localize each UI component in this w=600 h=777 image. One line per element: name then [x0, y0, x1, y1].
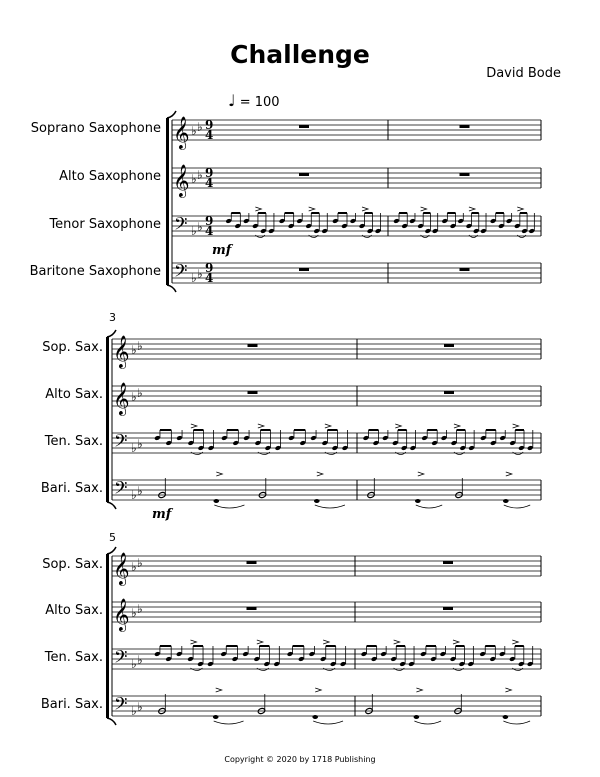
- dynamic-marking: mf: [152, 507, 172, 522]
- note-head: [314, 499, 320, 503]
- flat-icon: ♭: [191, 172, 197, 186]
- note-head: [213, 715, 219, 719]
- flat-icon: ♭: [197, 220, 203, 234]
- flat-icon: ♭: [137, 700, 143, 714]
- time-signature-top: 9: [205, 118, 214, 132]
- part-name-alto: Alto Saxophone: [59, 169, 161, 184]
- whole-rest: [460, 268, 470, 271]
- part-name-baritone: Bari. Sax.: [40, 481, 103, 496]
- flat-icon: ♭: [197, 267, 203, 281]
- flat-icon: ♭: [131, 704, 137, 718]
- bass-clef-icon: 𝄢: [114, 478, 128, 502]
- accent-mark: [506, 472, 512, 476]
- part-name-tenor: Tenor Saxophone: [49, 217, 161, 232]
- composer-name: David Bode: [486, 66, 561, 81]
- whole-rest: [299, 268, 309, 271]
- flat-icon: ♭: [137, 556, 143, 570]
- note-head: [414, 715, 420, 719]
- treble-clef-icon: 𝄞: [113, 598, 130, 631]
- accent-mark: [517, 207, 523, 211]
- bracket-bottom: [107, 502, 116, 509]
- accent-mark: [257, 640, 263, 644]
- bass-clef-icon: 𝄢: [174, 261, 188, 285]
- accent-mark: [190, 640, 196, 644]
- part-name-alto: Alto Sax.: [45, 603, 103, 618]
- time-signature-bottom: 4: [205, 224, 214, 238]
- part-name-soprano: Sop. Sax.: [42, 557, 103, 572]
- system-2: [106, 330, 541, 509]
- accent-mark: [216, 688, 222, 692]
- system-bracket: [106, 337, 109, 502]
- flat-icon: ♭: [137, 386, 143, 400]
- accent-mark: [323, 640, 329, 644]
- flat-icon: ♭: [137, 484, 143, 498]
- part-name-baritone: Baritone Saxophone: [29, 264, 161, 279]
- whole-rest: [460, 125, 470, 128]
- whole-rest: [444, 391, 454, 394]
- treble-clef-icon: 𝄞: [113, 382, 130, 415]
- tie: [313, 721, 343, 724]
- part-name-soprano: Soprano Saxophone: [30, 121, 161, 136]
- flat-icon: ♭: [137, 339, 143, 353]
- tie: [504, 505, 530, 508]
- accent-mark: [421, 207, 427, 211]
- flat-icon: ♭: [191, 124, 197, 138]
- flat-icon: ♭: [191, 224, 197, 238]
- whole-rest: [247, 561, 257, 564]
- tie: [315, 505, 345, 508]
- accent-mark: [395, 424, 401, 428]
- accent-mark: [216, 472, 222, 476]
- accent-mark: [418, 472, 424, 476]
- tie: [503, 721, 530, 724]
- tempo-text: = 100: [239, 95, 280, 110]
- flat-icon: ♭: [131, 606, 137, 620]
- score-title: Challenge: [230, 40, 370, 69]
- tie: [214, 721, 244, 724]
- accent-mark: [315, 688, 321, 692]
- system-1: [166, 111, 541, 292]
- whole-rest: [248, 344, 258, 347]
- flat-icon: ♭: [131, 343, 137, 357]
- accent-mark: [309, 207, 315, 211]
- note-head: [214, 499, 220, 503]
- whole-rest: [443, 607, 453, 610]
- part-name-soprano: Sop. Sax.: [42, 340, 103, 355]
- treble-clef-icon: 𝄞: [173, 164, 190, 197]
- accent-mark: [258, 424, 264, 428]
- flat-icon: ♭: [131, 560, 137, 574]
- flat-icon: ♭: [137, 437, 143, 451]
- whole-rest: [299, 173, 309, 176]
- time-signature-top: 9: [205, 166, 214, 180]
- note-head: [312, 715, 318, 719]
- part-name-alto: Alto Sax.: [45, 387, 103, 402]
- bass-clef-icon: 𝄢: [114, 694, 128, 718]
- part-name-baritone: Bari. Sax.: [40, 697, 103, 712]
- flat-icon: ♭: [131, 390, 137, 404]
- time-signature-bottom: 4: [205, 176, 214, 190]
- flat-icon: ♭: [137, 602, 143, 616]
- flat-icon: ♭: [131, 657, 137, 671]
- copyright-notice: Copyright © 2020 by 1718 Publishing: [224, 755, 376, 764]
- accent-mark: [325, 424, 331, 428]
- flat-icon: ♭: [137, 653, 143, 667]
- whole-rest: [299, 125, 309, 128]
- tie: [414, 721, 441, 724]
- treble-clef-icon: 𝄞: [173, 116, 190, 149]
- system-bracket: [166, 118, 169, 285]
- flat-icon: ♭: [131, 441, 137, 455]
- flat-icon: ♭: [197, 120, 203, 134]
- flat-icon: ♭: [191, 271, 197, 285]
- whole-rest: [444, 344, 454, 347]
- part-name-tenor: Ten. Sax.: [44, 434, 103, 449]
- bracket-bottom: [107, 718, 116, 725]
- accent-mark: [512, 640, 518, 644]
- measure-number: 3: [109, 311, 116, 324]
- bass-clef-icon: 𝄢: [114, 431, 128, 455]
- accent-mark: [362, 207, 368, 211]
- system-bracket: [106, 554, 109, 718]
- treble-clef-icon: 𝄞: [113, 552, 130, 585]
- bass-clef-icon: 𝄢: [114, 647, 128, 671]
- treble-clef-icon: 𝄞: [113, 335, 130, 368]
- tie: [416, 505, 442, 508]
- accent-mark: [317, 472, 323, 476]
- accent-mark: [454, 424, 460, 428]
- time-signature-top: 9: [205, 261, 214, 275]
- time-signature-bottom: 4: [205, 271, 214, 285]
- system-3: [106, 547, 541, 725]
- whole-rest: [460, 173, 470, 176]
- accent-mark: [505, 688, 511, 692]
- part-name-tenor: Ten. Sax.: [44, 650, 103, 665]
- whole-rest: [247, 607, 257, 610]
- quarter-note-icon: ♩: [228, 91, 236, 110]
- accent-mark: [513, 424, 519, 428]
- accent-mark: [191, 424, 197, 428]
- dynamic-marking: mf: [212, 243, 232, 258]
- accent-mark: [453, 640, 459, 644]
- note-head: [415, 499, 421, 503]
- accent-mark: [394, 640, 400, 644]
- tie: [214, 505, 244, 508]
- note-head: [503, 499, 509, 503]
- measure-number: 5: [109, 531, 116, 544]
- flat-icon: ♭: [197, 168, 203, 182]
- accent-mark: [469, 207, 475, 211]
- time-signature-top: 9: [205, 214, 214, 228]
- accent-mark: [255, 207, 261, 211]
- accent-mark: [416, 688, 422, 692]
- bass-clef-icon: 𝄢: [174, 214, 188, 238]
- flat-icon: ♭: [131, 488, 137, 502]
- time-signature-bottom: 4: [205, 128, 214, 142]
- whole-rest: [248, 391, 258, 394]
- note-head: [503, 715, 509, 719]
- bracket-bottom: [167, 285, 176, 292]
- whole-rest: [443, 561, 453, 564]
